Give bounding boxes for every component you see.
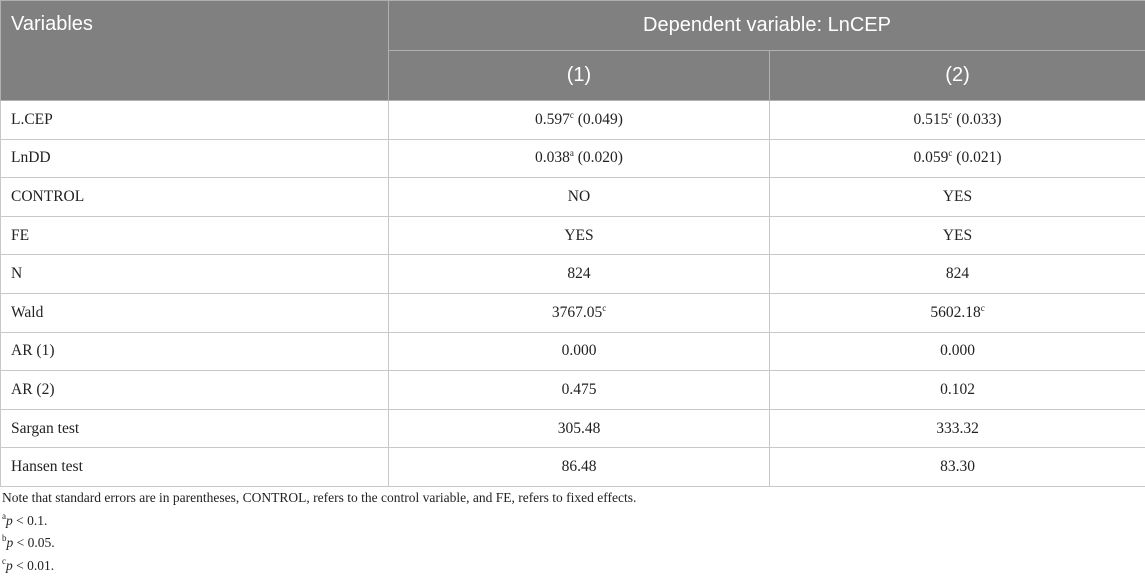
significance-note-a <box>0 510 636 533</box>
model-2-value <box>770 178 1145 217</box>
value-main: YES <box>943 188 972 205</box>
note-text: Note that standard errors are in parentheses, CONTROL, refers to the control variable, and FE, refers to fixed effects. <box>0 487 636 510</box>
table-row <box>1 216 1145 255</box>
model-2-value <box>770 255 1145 294</box>
table-notes <box>0 487 636 577</box>
table-row <box>1 448 1145 487</box>
table-row <box>1 293 1145 332</box>
value-main: 3767.05 <box>552 304 602 321</box>
value-main: 0.059 <box>914 149 949 166</box>
value-main: 0.000 <box>562 342 597 359</box>
row-label: Hansen test <box>1 448 389 487</box>
value-main: 83.30 <box>940 458 975 475</box>
value-main: 333.32 <box>936 420 979 437</box>
row-label: Wald <box>1 293 389 332</box>
table-row <box>1 101 1145 140</box>
model-1-value <box>389 178 770 217</box>
significance-mark: c <box>981 303 985 313</box>
model-2-header: (2) <box>770 51 1145 101</box>
model-2-value <box>770 139 1145 178</box>
standard-error: (0.020) <box>574 149 623 166</box>
table-row <box>1 332 1145 371</box>
standard-error: (0.049) <box>574 111 623 128</box>
note-mark: c <box>2 556 6 566</box>
value-main: 824 <box>567 265 590 282</box>
significance-note-b <box>0 532 636 555</box>
table-row <box>1 371 1145 410</box>
table-row <box>1 178 1145 217</box>
value-main: 86.48 <box>562 458 597 475</box>
row-label: AR (1) <box>1 332 389 371</box>
significance-mark: c <box>602 303 606 313</box>
model-1-value <box>389 216 770 255</box>
value-main: 0.475 <box>562 381 597 398</box>
model-2-value <box>770 448 1145 487</box>
note-threshold: < 0.01. <box>13 558 54 573</box>
model-1-value <box>389 371 770 410</box>
dependent-variable-header: Dependent variable: LnCEP <box>389 1 1145 51</box>
value-main: 0.597 <box>535 111 570 128</box>
significance-mark: a <box>570 148 574 158</box>
table-row <box>1 409 1145 448</box>
model-2-value <box>770 409 1145 448</box>
p-symbol: p <box>7 535 14 550</box>
note-mark: b <box>2 533 7 543</box>
model-2-value <box>770 216 1145 255</box>
value-main: YES <box>943 227 972 244</box>
model-2-value <box>770 332 1145 371</box>
model-1-value <box>389 255 770 294</box>
row-label: AR (2) <box>1 371 389 410</box>
significance-mark: c <box>948 148 952 158</box>
value-main: 305.48 <box>558 420 601 437</box>
model-1-value <box>389 409 770 448</box>
value-main: YES <box>564 227 593 244</box>
significance-note-c <box>0 555 636 577</box>
model-1-value <box>389 332 770 371</box>
row-label: FE <box>1 216 389 255</box>
variables-header: Variables <box>1 1 389 101</box>
model-1-value <box>389 139 770 178</box>
value-main: 5602.18 <box>930 304 980 321</box>
value-main: 824 <box>946 265 969 282</box>
significance-mark: c <box>570 110 574 120</box>
standard-error: (0.033) <box>952 111 1001 128</box>
model-1-header: (1) <box>389 51 770 101</box>
row-label: LnDD <box>1 139 389 178</box>
note-threshold: < 0.05. <box>13 535 54 550</box>
table-row <box>1 139 1145 178</box>
row-label: CONTROL <box>1 178 389 217</box>
value-main: 0.038 <box>535 149 570 166</box>
table-row <box>1 255 1145 294</box>
table-header <box>1 1 1145 101</box>
value-main: 0.515 <box>914 111 949 128</box>
p-symbol: p <box>6 558 13 573</box>
value-main: NO <box>568 188 590 205</box>
significance-mark: c <box>948 110 952 120</box>
note-mark: a <box>2 511 6 521</box>
model-2-value <box>770 293 1145 332</box>
model-2-value <box>770 101 1145 140</box>
model-1-value <box>389 293 770 332</box>
row-label: N <box>1 255 389 294</box>
standard-error: (0.021) <box>952 149 1001 166</box>
row-label: L.CEP <box>1 101 389 140</box>
p-symbol: p <box>6 513 13 528</box>
value-main: 0.000 <box>940 342 975 359</box>
row-label: Sargan test <box>1 409 389 448</box>
value-main: 0.102 <box>940 381 975 398</box>
note-threshold: < 0.1. <box>13 513 48 528</box>
model-2-value <box>770 371 1145 410</box>
table-body <box>1 101 1145 487</box>
model-1-value <box>389 101 770 140</box>
model-1-value <box>389 448 770 487</box>
